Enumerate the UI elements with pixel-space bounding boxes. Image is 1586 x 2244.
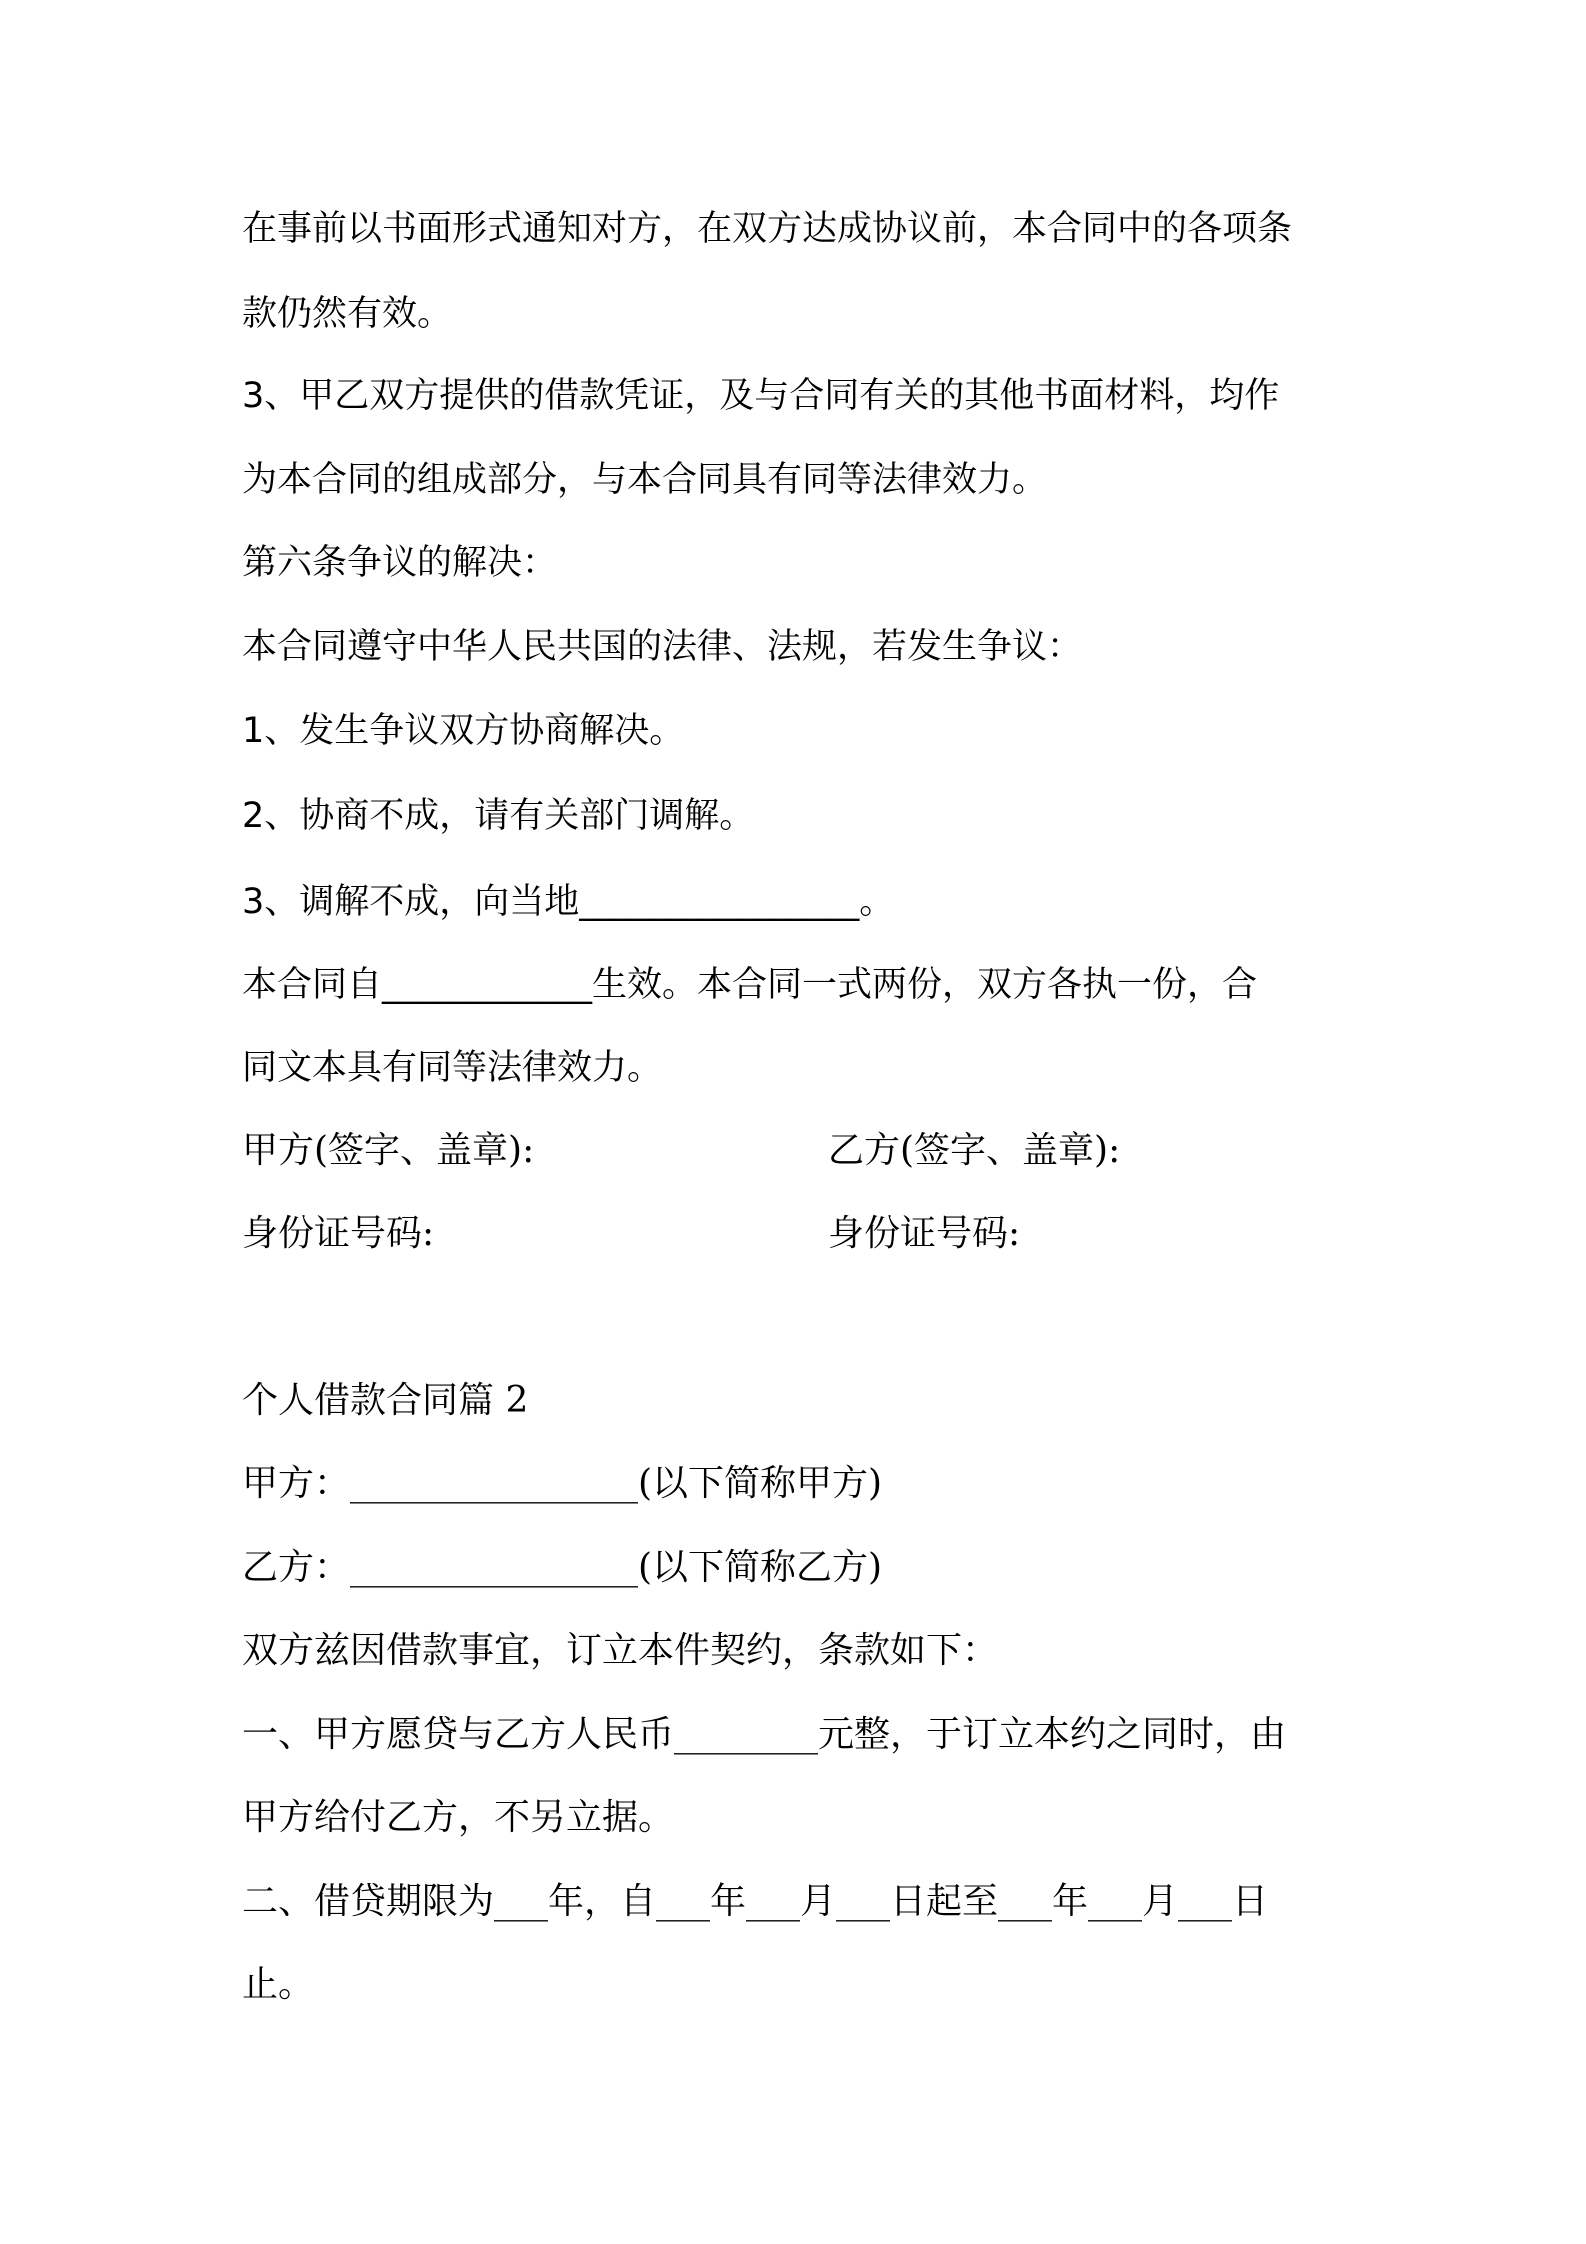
article-6-item-3: 3、调解不成，向当地________________。 — [242, 882, 895, 922]
party-b-id-label: 身份证号码: — [828, 1213, 1021, 1254]
article-6-item-1: 1、发生争议双方协商解决。 — [242, 711, 685, 751]
effect-line-1: 本合同自____________生效。本合同一式两份，双方各执一份，合 — [242, 965, 1258, 1005]
contract-2-intro: 双方兹因借款事宜，订立本件契约，条款如下： — [242, 1630, 999, 1671]
contract-2-clause-1-line-2: 甲方给付乙方，不另立据。 — [242, 1797, 675, 1838]
contract-2-party-b: 乙方：________________(以下简称乙方) — [242, 1547, 883, 1588]
article-6-item-2: 2、协商不成，请有关部门调解。 — [242, 796, 755, 836]
contract-2-clause-1-line-1: 一、甲方愿贷与乙方人民币________元整，于订立本约之同时，由 — [242, 1714, 1287, 1755]
article-6-heading: 第六条争议的解决： — [242, 543, 558, 583]
item-3-line-2: 为本合同的组成部分，与本合同具有同等法律效力。 — [242, 460, 1048, 500]
contract-2-title: 个人借款合同篇 2 — [242, 1380, 529, 1421]
effect-line-2: 同文本具有同等法律效力。 — [242, 1048, 663, 1088]
continuation-line-1: 在事前以书面形式通知对方，在双方达成协议前，本合同中的各项条 — [242, 209, 1293, 249]
continuation-line-2: 款仍然有效。 — [242, 294, 453, 334]
item-3-line-1: 3、甲乙双方提供的借款凭证，及与合同有关的其他书面材料，均作 — [242, 376, 1280, 416]
party-b-signature-label: 乙方(签字、盖章): — [828, 1130, 1121, 1171]
contract-2-party-a: 甲方：________________(以下简称甲方) — [242, 1463, 883, 1504]
party-a-signature-label: 甲方(签字、盖章): — [242, 1130, 535, 1171]
party-a-id-label: 身份证号码: — [242, 1213, 435, 1254]
article-6-intro: 本合同遵守中华人民共国的法律、法规，若发生争议： — [242, 627, 1083, 667]
contract-2-clause-2-line-1: 二、借贷期限为___年，自___年___月___日起至___年___月___日 — [242, 1881, 1269, 1922]
contract-2-clause-2-line-2: 止。 — [242, 1964, 315, 2005]
